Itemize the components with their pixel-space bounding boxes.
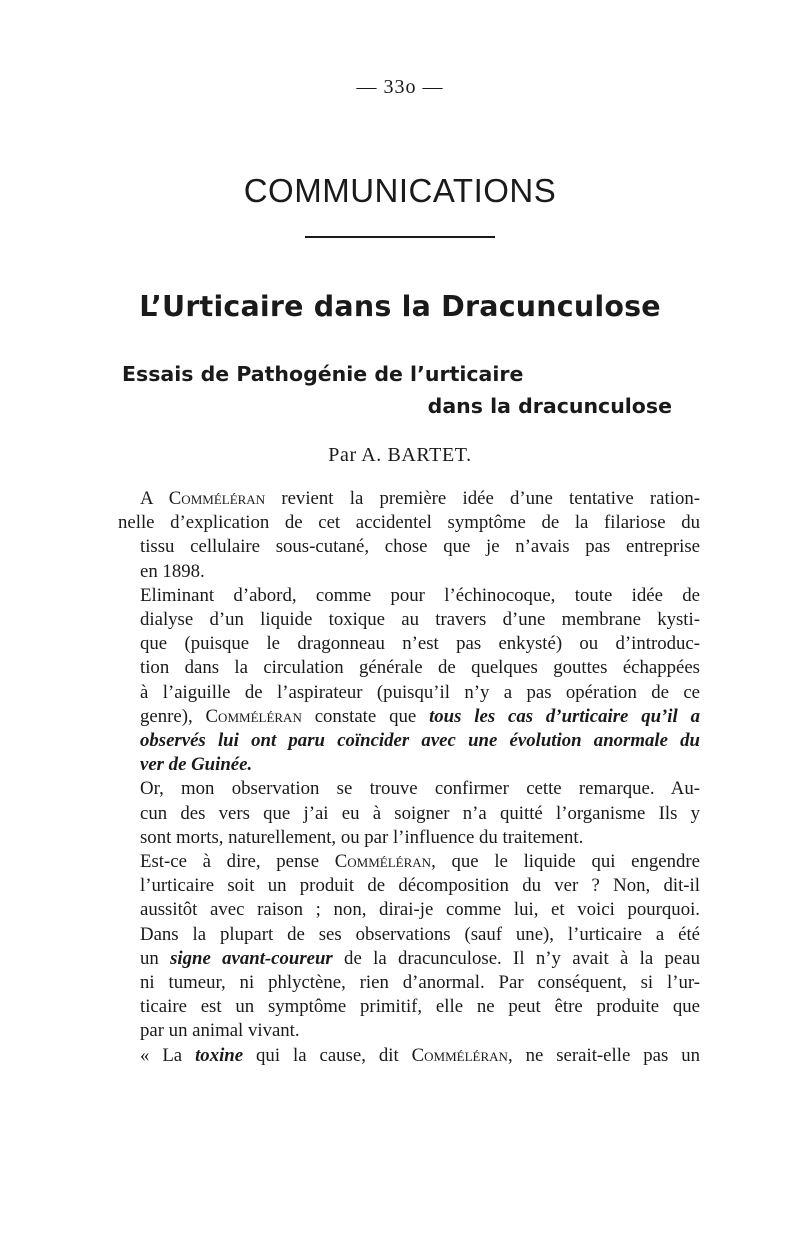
text-span: genre), [140, 705, 206, 727]
paragraph-3 [118, 777, 700, 850]
emphasis: signe avant-coureur [170, 947, 333, 969]
text-span: , que le liquide qui engendre [431, 851, 700, 873]
article-body [118, 487, 700, 1068]
text-line: nelle d’explication de cet accidentel symptôme de la filariose du [118, 512, 700, 534]
author-name: Comméléran [205, 705, 302, 727]
text-line: ver de Guinée. [140, 754, 253, 776]
emphasis: tous les cas d’urticaire qu’il a [429, 705, 700, 727]
text-line: par un animal vivant. [140, 1020, 300, 1042]
text-span: constate que [301, 705, 430, 727]
article-title: L’Urticaire dans la Dracunculose [139, 290, 661, 323]
text-span: de la dracunculose. Il n’y avait à la peau [332, 947, 700, 969]
paragraph-5 [118, 923, 700, 1044]
text-span: A [140, 488, 169, 509]
byline: Par A. BARTET. [328, 444, 472, 466]
author-name: Comméléran [168, 488, 266, 509]
text-line: Eliminant d’abord, comme pour l’échinocoque, toute idée de [140, 584, 700, 606]
page-number: — 33o — [356, 76, 444, 98]
text-line: ticaire est un symptôme primitif, elle ne peut être produite que [140, 996, 700, 1018]
text-span: Est-ce à dire, pense [140, 851, 335, 873]
text-line: aussitôt avec raison ; non, dirai-je comme lui, et voici pourquoi. [140, 899, 700, 921]
section-title: COMMUNICATIONS [243, 172, 557, 209]
text-line: observés lui ont paru coïncider avec une évolution anormale du [140, 730, 700, 752]
paragraph-1 [118, 487, 700, 584]
text-span: , ne serait-elle pas un [507, 1044, 700, 1066]
text-line: tion dans la circulation générale de quelques gouttes échappées [140, 657, 700, 679]
text-line: l’urticaire soit un produit de décomposition du ver ? Non, dit-il [140, 875, 700, 897]
text-line: Dans la plupart de ses observations (sauf une), l’urticaire a été [140, 923, 700, 945]
text-line: Or, mon observation se trouve confirmer cette remarque. Au- [140, 778, 700, 800]
text-span: un [140, 947, 171, 969]
text-line: cun des vers que j’ai eu à soigner n’a quitté l’organisme Ils y [140, 802, 700, 824]
text-line: ni tumeur, ni phlyctène, rien d’anormal. Par conséquent, si l’ur- [140, 972, 700, 994]
title-rule [305, 236, 495, 238]
subtitle-line-2: dans la dracunculose [427, 394, 672, 418]
text-span: revient la première idée d’une tentative ration- [265, 488, 700, 509]
text-span: qui la cause, dit [243, 1044, 412, 1066]
text-span: « La [140, 1044, 196, 1066]
text-line: que (puisque le dragonneau n’est pas enkysté) ou d’introduc- [140, 633, 700, 655]
text-line: en 1898. [140, 560, 205, 582]
text-line: tissu cellulaire sous-cutané, chose que je n’avais pas entreprise [140, 536, 700, 558]
author-name: Comméléran [411, 1044, 508, 1066]
subtitle-line-1: Essais de Pathogénie de l’urticaire [122, 362, 524, 386]
paragraph-2 [118, 584, 700, 778]
emphasis: toxine [195, 1044, 244, 1066]
paragraph-4 [118, 850, 700, 923]
paragraph-6 [118, 1044, 700, 1068]
text-line: dialyse d’un liquide toxique au travers d’une membrane kysti- [140, 609, 700, 631]
text-line: à l’aiguille de l’aspirateur (puisqu’il n’y a pas opération de ce [140, 681, 700, 703]
author-name: Comméléran [334, 851, 432, 873]
text-line: sont morts, naturellement, ou par l’influence du traitement. [140, 826, 584, 848]
